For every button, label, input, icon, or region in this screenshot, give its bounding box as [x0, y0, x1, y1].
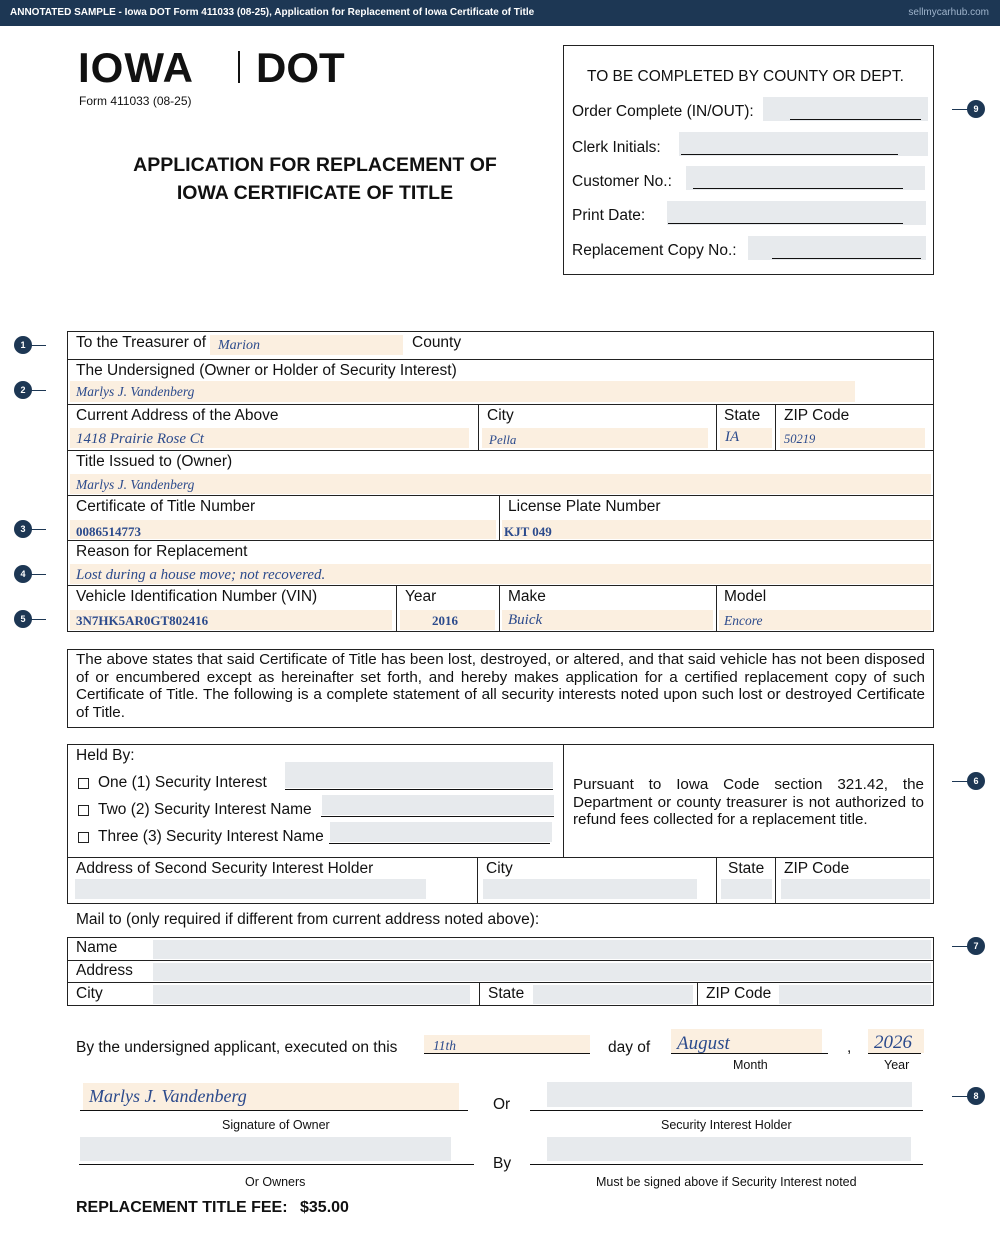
one-interest-label: One (1) Security Interest — [98, 774, 267, 791]
address2-state-field[interactable] — [721, 879, 772, 899]
county-value: Marion — [218, 338, 260, 353]
holder-signature-caption: Security Interest Holder — [661, 1118, 792, 1132]
date-comma: , — [847, 1039, 852, 1056]
title-owner-field[interactable] — [70, 474, 931, 494]
plate-field[interactable] — [502, 520, 931, 539]
mail-to-heading: Mail to (only required if different from current address noted above): — [76, 911, 540, 928]
address-value: 1418 Prairie Rose Ct — [76, 431, 204, 447]
clerk-initials-label: Clerk Initials: — [572, 139, 661, 156]
order-complete-field[interactable] — [763, 97, 928, 121]
vin-value: 3N7HK5AR0GT802416 — [76, 613, 209, 628]
annotation-marker-5: 5 — [14, 610, 32, 628]
office-heading: TO BE COMPLETED BY COUNTY OR DEPT. — [587, 68, 904, 85]
year-caption: Year — [884, 1058, 910, 1072]
clerk-initials-field[interactable] — [679, 132, 928, 156]
model-value: Encore — [724, 613, 763, 628]
mail-city-field[interactable] — [153, 985, 470, 1004]
mail-name-label: Name — [76, 939, 118, 956]
plate-value: KJT 049 — [504, 524, 552, 539]
mail-state-field[interactable] — [533, 985, 693, 1004]
annotation-marker-3: 3 — [14, 520, 32, 538]
title-owner-label: Title Issued to (Owner) — [76, 453, 233, 470]
mail-address-label: Address — [76, 962, 133, 979]
mail-city-label: City — [76, 985, 103, 1002]
state-label: State — [724, 407, 761, 424]
model-label: Model — [724, 588, 767, 605]
year-value: 2016 — [432, 613, 458, 628]
month-value: August — [677, 1033, 730, 1054]
mail-address-field[interactable] — [153, 963, 931, 981]
annotation-marker-4: 4 — [14, 565, 32, 583]
one-interest-checkbox[interactable] — [78, 778, 89, 789]
month-caption: Month — [733, 1058, 768, 1072]
form-title: APPLICATION FOR REPLACEMENT OF IOWA CERTIFICATE OF TITLE — [133, 154, 497, 204]
statement-text: The above states that said Certificate of Title has been lost, destroyed, or altered, and that said vehicle has not been disposed of or encumbered except as hereinafter set forth, and hereby makes application for a certified replacement copy of such Certificate of Title. The following is a complete statement of all security interests noted upon such lost or destroyed Certificate of Title. — [76, 651, 925, 721]
undersigned-value: Marlys J. Vandenberg — [76, 384, 195, 399]
replacement-copy-label: Replacement Copy No.: — [572, 242, 737, 259]
annotation-marker-2: 2 — [14, 381, 32, 399]
annotation-banner — [0, 0, 1000, 26]
by-label: By — [493, 1155, 512, 1172]
annotation-marker-9: 9 — [967, 100, 985, 118]
address2-zip-field[interactable] — [781, 879, 930, 899]
form-number: Form 411033 (08-25) — [79, 94, 192, 108]
mail-name-field[interactable] — [153, 940, 931, 959]
replacement-copy-field[interactable] — [748, 236, 926, 260]
address2-label: Address of Second Security Interest Holder — [76, 860, 374, 877]
iowa-dot-logo: IOWA DOT — [78, 44, 345, 91]
order-complete-label: Order Complete (IN/OUT): — [572, 103, 754, 120]
print-date-field[interactable] — [667, 201, 926, 225]
year-value-date: 2026 — [874, 1032, 912, 1053]
zip-label: ZIP Code — [784, 407, 850, 424]
cert-value: 0086514773 — [76, 524, 141, 539]
owner-signature-value: Marlys J. Vandenberg — [89, 1086, 247, 1106]
reason-value: Lost during a house move; not recovered. — [76, 567, 326, 583]
undersigned-label: The Undersigned (Owner or Holder of Security Interest) — [76, 362, 457, 379]
title-owner-value: Marlys J. Vandenberg — [76, 477, 195, 492]
customer-no-label: Customer No.: — [572, 173, 672, 190]
annotation-marker-1: 1 — [14, 336, 32, 354]
held-by-label: Held By: — [76, 747, 135, 764]
holder-signature-field[interactable] — [547, 1082, 912, 1107]
pursuant-text: Pursuant to Iowa Code section 321.42, the Department or county treasurer is not authorized to refund fees collected for a replacement title. — [573, 776, 924, 829]
address2-zip-label: ZIP Code — [784, 860, 850, 877]
banner-title: ANNOTATED SAMPLE - Iowa DOT Form 411033 (08-25), Application for Replacement of Iowa Certificate of Title — [10, 7, 535, 18]
zip-value: 50219 — [784, 432, 816, 446]
fee-label: REPLACEMENT TITLE FEE: — [76, 1199, 288, 1216]
address2-field[interactable] — [75, 879, 426, 899]
annotation-marker-8: 8 — [967, 1087, 985, 1105]
mail-state-label: State — [488, 985, 525, 1002]
city-label: City — [487, 407, 514, 424]
treasurer-label: To the Treasurer of — [76, 334, 207, 351]
owners-signature-field[interactable] — [80, 1137, 451, 1161]
execution-text: By the undersigned applicant, executed on this — [76, 1039, 398, 1056]
address2-state-label: State — [728, 860, 765, 877]
three-interest-field[interactable] — [330, 822, 552, 842]
cert-label: Certificate of Title Number — [76, 498, 256, 515]
mail-zip-label: ZIP Code — [706, 985, 772, 1002]
annotation-marker-6: 6 — [967, 772, 985, 790]
address-label: Current Address of the Above — [76, 407, 279, 424]
make-label: Make — [508, 588, 546, 605]
city-value: Pella — [489, 432, 517, 447]
two-interest-checkbox[interactable] — [78, 805, 89, 816]
three-interest-checkbox[interactable] — [78, 832, 89, 843]
by-signature-field[interactable] — [547, 1137, 911, 1161]
day-value: 11th — [433, 1038, 456, 1053]
must-sign-caption: Must be signed above if Security Interest noted — [596, 1175, 857, 1189]
print-date-label: Print Date: — [572, 207, 646, 224]
banner-site: sellmycarhub.com — [908, 7, 989, 18]
make-value: Buick — [508, 612, 543, 628]
one-interest-field[interactable] — [285, 762, 553, 788]
day-of-label: day of — [608, 1039, 651, 1056]
county-label: County — [412, 334, 462, 351]
customer-no-field[interactable] — [686, 166, 925, 190]
address2-city-field[interactable] — [483, 879, 697, 899]
mail-zip-field[interactable] — [779, 985, 931, 1004]
reason-label: Reason for Replacement — [76, 543, 248, 560]
annotation-marker-7: 7 — [967, 937, 985, 955]
three-interest-label: Three (3) Security Interest Name — [98, 828, 324, 845]
state-value: IA — [725, 429, 740, 445]
owner-signature-caption: Signature of Owner — [222, 1118, 330, 1132]
vin-label: Vehicle Identification Number (VIN) — [76, 588, 318, 605]
plate-label: License Plate Number — [508, 498, 661, 515]
two-interest-field[interactable] — [322, 795, 554, 815]
fee-value: $35.00 — [300, 1199, 349, 1216]
or-label: Or — [493, 1096, 511, 1113]
address2-city-label: City — [486, 860, 513, 877]
owners-caption: Or Owners — [245, 1175, 306, 1189]
two-interest-label: Two (2) Security Interest Name — [98, 801, 312, 818]
year-label: Year — [405, 588, 437, 605]
